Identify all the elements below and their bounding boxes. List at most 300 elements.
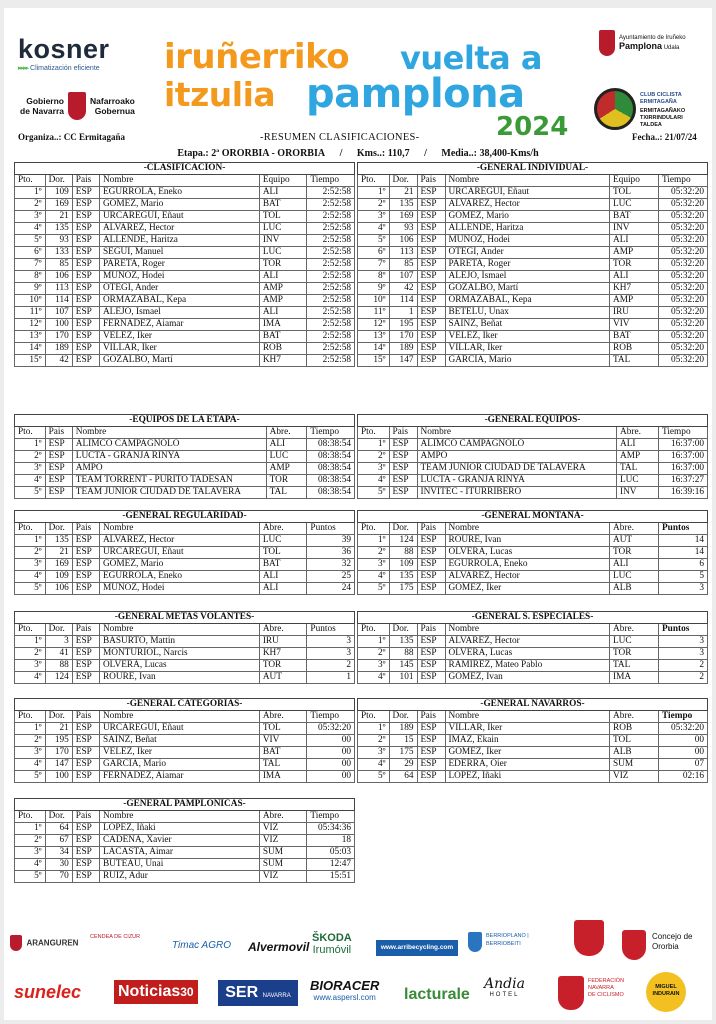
cell: 05:34:36	[307, 823, 355, 835]
section-title: -GENERAL CATEGORIAS-	[15, 699, 355, 711]
table-row	[358, 319, 708, 331]
cell: MUÑOZ, Hodei	[445, 235, 610, 247]
column-header: Nombre	[99, 175, 259, 187]
ayto-udala: Udala	[663, 45, 680, 51]
cell: 05:32:20	[659, 283, 708, 295]
cell: ESP	[417, 672, 445, 684]
results-sheet	[4, 8, 712, 1020]
table-row	[358, 247, 708, 259]
cell: 00	[307, 735, 355, 747]
cell: 4º	[15, 571, 46, 583]
table-row	[358, 487, 708, 499]
cell: ESP	[72, 559, 99, 571]
cell: LOPEZ, Iñaki	[445, 771, 610, 783]
section-title: -GENERAL MONTAÑA-	[358, 511, 708, 523]
column-header: Nombre	[99, 711, 259, 723]
table-row	[15, 859, 355, 871]
section-title: -EQUIPOS DE LA ETAPA-	[15, 415, 355, 427]
column-header: Tiempo	[307, 711, 355, 723]
cell: TAL	[259, 759, 307, 771]
general-individual-grid	[357, 162, 708, 367]
kosner-brand: kosner	[18, 34, 110, 64]
cell: 2:52:58	[307, 355, 355, 367]
cell: 124	[389, 535, 417, 547]
column-header: Pais	[72, 711, 99, 723]
general-equipos-grid	[357, 414, 708, 499]
cell: 1º	[358, 636, 390, 648]
navarra-shield-icon	[68, 92, 86, 120]
table-row	[15, 247, 355, 259]
title-pamplona: pamplona	[306, 71, 525, 117]
cell: 30	[45, 859, 72, 871]
table-row	[15, 759, 355, 771]
cell: TOL	[259, 723, 307, 735]
cell: 8º	[358, 271, 390, 283]
cell: ESP	[389, 439, 417, 451]
cell: AMP	[259, 283, 307, 295]
cell: ALI	[610, 235, 659, 247]
title-itzulia: itzulia	[164, 75, 276, 114]
table-row	[358, 583, 708, 595]
column-header: Abre.	[259, 811, 307, 823]
cell: ESP	[72, 187, 99, 199]
ororbia-logo: Concejo de Ororbia	[652, 932, 693, 951]
cell: 02:16	[659, 771, 708, 783]
cell: SUM	[259, 847, 307, 859]
cell: 5º	[15, 583, 46, 595]
section-title: -CLASIFICACION-	[15, 163, 355, 175]
cell: 25	[307, 571, 355, 583]
cell: ORMAZABAL, Kepa	[445, 295, 610, 307]
table-row	[15, 475, 355, 487]
cell: 3º	[358, 660, 390, 672]
cell: 1º	[15, 439, 46, 451]
cell: 5º	[358, 235, 390, 247]
cell: BAT	[259, 559, 307, 571]
cell: ESP	[417, 648, 445, 660]
column-header: Pto.	[358, 624, 390, 636]
navarros-grid	[357, 698, 708, 783]
cell: 100	[45, 771, 72, 783]
stage-kms: Kms..: 110,7	[356, 148, 410, 159]
cell: INV	[617, 487, 659, 499]
ororbia-shield-icon	[622, 930, 646, 960]
cell: ALEJO, Ismael	[99, 307, 259, 319]
cell: 12:47	[307, 859, 355, 871]
cell: AMP	[610, 295, 659, 307]
cell: 24	[307, 583, 355, 595]
cell: 2:52:58	[307, 343, 355, 355]
cell: ESP	[72, 223, 99, 235]
cell: 4º	[358, 475, 390, 487]
aranguren-shield-icon	[10, 935, 22, 951]
table-row	[15, 823, 355, 835]
cell: 101	[389, 672, 417, 684]
table-row	[358, 735, 708, 747]
cell: 2º	[15, 547, 46, 559]
column-header: Equipo	[610, 175, 659, 187]
section-title: -GENERAL INDIVIDUAL-	[358, 163, 708, 175]
cell: 147	[45, 759, 72, 771]
cell: GOZALBO, Martí	[445, 283, 610, 295]
cell: 113	[389, 247, 417, 259]
cell: 34	[45, 847, 72, 859]
table-row	[358, 235, 708, 247]
table-row	[358, 660, 708, 672]
cell: TOL	[259, 547, 307, 559]
cell: ESP	[72, 355, 99, 367]
cell: 00	[307, 771, 355, 783]
cell: 109	[389, 559, 417, 571]
cell: 2º	[15, 735, 46, 747]
cell: ESP	[72, 211, 99, 223]
cell: TOR	[259, 259, 307, 271]
cell: ALB	[610, 747, 659, 759]
cell: LUCTA - GRANJA RINYA	[72, 451, 266, 463]
cell: TEAM TORRENT - PURITO TADESAN	[72, 475, 266, 487]
cell: 05:32:20	[659, 187, 708, 199]
section-title: -GENERAL NAVARROS-	[358, 699, 708, 711]
cell: ORMAZABAL, Kepa	[99, 295, 259, 307]
pamplona-shield-icon	[599, 30, 615, 56]
column-header: Dor.	[45, 175, 72, 187]
cell: ALB	[610, 583, 659, 595]
table-row	[358, 271, 708, 283]
cell: 15:51	[307, 871, 355, 883]
cell: ESP	[417, 331, 445, 343]
cell: ESP	[417, 571, 445, 583]
cell: 00	[659, 747, 708, 759]
cell: LUC	[610, 636, 659, 648]
cell: 6º	[15, 247, 46, 259]
navarros-table	[357, 698, 708, 783]
cell: 85	[45, 259, 72, 271]
cell: AMP	[259, 295, 307, 307]
kosner-arrows: ▸▸▸▸	[18, 65, 29, 72]
cell: ESP	[72, 747, 99, 759]
cell: TOL	[610, 187, 659, 199]
cell: ESP	[417, 547, 445, 559]
cell: ESP	[72, 307, 99, 319]
sponsor-logos	[4, 916, 712, 1020]
cell: 1º	[15, 636, 46, 648]
cell: 15	[389, 735, 417, 747]
cell: ESP	[72, 859, 99, 871]
cell: IMAZ, Ekain	[445, 735, 610, 747]
table-row	[358, 451, 708, 463]
cell: INV	[610, 223, 659, 235]
cell: 21	[389, 187, 417, 199]
cell: 16:37:27	[659, 475, 708, 487]
cell: 3º	[15, 559, 46, 571]
column-header: Pto.	[358, 711, 390, 723]
cell: ESP	[417, 583, 445, 595]
cell: ESP	[72, 660, 99, 672]
cell: 170	[45, 747, 72, 759]
column-header: Tiempo	[659, 175, 708, 187]
cell: GOMEZ, Iker	[445, 747, 610, 759]
equipos-etapa-table	[14, 414, 355, 499]
cell: 16:37:00	[659, 439, 708, 451]
table-row	[358, 187, 708, 199]
cell: EDERRA, Oier	[445, 759, 610, 771]
cell: BETELU, Unax	[445, 307, 610, 319]
timac-logo: Timac AGRO	[172, 940, 231, 951]
cell: ESP	[72, 823, 99, 835]
table-row	[15, 559, 355, 571]
cell: ESP	[417, 307, 445, 319]
cell: ESP	[417, 636, 445, 648]
cell: 2:52:58	[307, 223, 355, 235]
cell: EGURROLA, Eneko	[99, 187, 259, 199]
cell: CADENA, Xavier	[99, 835, 259, 847]
cell: 5º	[15, 235, 46, 247]
cell: URCAREGUI, Eñaut	[99, 723, 259, 735]
andia-logo: Andia HOTEL	[484, 976, 525, 998]
cell: 2:52:58	[307, 187, 355, 199]
cell: 189	[45, 343, 72, 355]
column-header: Puntos	[307, 523, 355, 535]
cell: VILLAR, Iker	[99, 343, 259, 355]
cell: 05:32:20	[659, 211, 708, 223]
cell: OTEGI, Ander	[99, 283, 259, 295]
cell: LUC	[617, 475, 659, 487]
cell: 114	[389, 295, 417, 307]
table-row	[15, 187, 355, 199]
table-row	[15, 223, 355, 235]
cell: 8º	[15, 271, 46, 283]
cell: ESP	[417, 247, 445, 259]
column-header: Nombre	[445, 523, 610, 535]
cell: RAMIREZ, Mateo Pablo	[445, 660, 610, 672]
cell: 169	[389, 211, 417, 223]
cell: LUC	[259, 223, 307, 235]
categorias-grid	[14, 698, 355, 783]
cell: ALEJO, Ismael	[445, 271, 610, 283]
cell: 05:32:20	[659, 235, 708, 247]
cell: 3º	[15, 747, 46, 759]
cell: VILLAR, Iker	[445, 343, 610, 355]
cell: 14	[659, 535, 708, 547]
cell: 2º	[15, 648, 46, 660]
cell: ROURE, Ivan	[445, 535, 610, 547]
column-header: Nombre	[417, 427, 617, 439]
federacion-logo: FEDERACIÓN NAVARRA DE CICLISMO	[588, 978, 625, 998]
cell: 189	[389, 723, 417, 735]
cell: 1º	[358, 187, 390, 199]
cell: 100	[45, 319, 72, 331]
club-name: CLUB CICLISTA ERMITAGAÑA	[640, 92, 682, 105]
cell: 2:52:58	[307, 295, 355, 307]
column-header: Abre.	[610, 711, 659, 723]
cell: ROB	[610, 723, 659, 735]
cell: 2º	[358, 735, 390, 747]
cell: 05:32:20	[659, 723, 708, 735]
club-ermitagana-logo	[594, 88, 712, 134]
cell: ESP	[389, 487, 417, 499]
cell: TOL	[259, 211, 307, 223]
cell: BAT	[259, 331, 307, 343]
cell: ALVAREZ, Hector	[445, 636, 610, 648]
table-row	[15, 660, 355, 672]
cell: 107	[45, 307, 72, 319]
cell: 05:03	[307, 847, 355, 859]
cell: 3º	[358, 211, 390, 223]
column-header: Abre.	[610, 624, 659, 636]
cell: VELEZ, Iker	[445, 331, 610, 343]
column-header: Nombre	[445, 175, 610, 187]
gobernua-text: Nafarroako Gobernua	[90, 96, 135, 116]
cell: 5º	[15, 771, 46, 783]
column-header: Abre.	[266, 427, 307, 439]
cell: ESP	[72, 847, 99, 859]
cell: 16:37:00	[659, 463, 708, 475]
cell: 3º	[15, 211, 46, 223]
cell: 109	[45, 187, 72, 199]
cell: 64	[45, 823, 72, 835]
cell: TOR	[610, 648, 659, 660]
gobierno-navarra-logo	[12, 96, 152, 126]
cell: 9º	[358, 283, 390, 295]
table-row	[358, 223, 708, 235]
cell: VIZ	[259, 871, 307, 883]
cell: 169	[45, 559, 72, 571]
cell: URCAREGUI, Eñaut	[99, 211, 259, 223]
column-header: Puntos	[659, 624, 708, 636]
clasificacion-grid	[14, 162, 355, 367]
cell: GOZALBO, Martí	[99, 355, 259, 367]
cell: 05:32:20	[659, 259, 708, 271]
cell: 08:38:54	[307, 487, 355, 499]
cell: OLVERA, Lucas	[445, 547, 610, 559]
cell: 2:52:58	[307, 319, 355, 331]
column-header: Pto.	[15, 711, 46, 723]
indurain-logo: MIGUEL INDURAIN	[646, 972, 686, 1012]
cell: ESP	[417, 283, 445, 295]
cell: 16:37:00	[659, 451, 708, 463]
column-header: Pais	[417, 711, 445, 723]
cell: 2º	[358, 547, 390, 559]
montana-table	[357, 510, 708, 595]
cell: 3	[659, 648, 708, 660]
cell: 135	[389, 199, 417, 211]
table-row	[358, 559, 708, 571]
cell: GOMEZ, Iker	[445, 583, 610, 595]
cell: KH7	[259, 648, 307, 660]
title-vuelta: vuelta a	[400, 39, 542, 77]
cell: 21	[45, 211, 72, 223]
cell: 113	[45, 283, 72, 295]
cell: ESP	[417, 759, 445, 771]
cell: RUIZ, Adur	[99, 871, 259, 883]
cell: 107	[389, 271, 417, 283]
cell: ESP	[417, 735, 445, 747]
cell: ESP	[417, 295, 445, 307]
cell: 93	[45, 235, 72, 247]
cell: VIV	[259, 735, 307, 747]
club-name-basque: ERMITAGAÑAKO TXIRRINDULARI TALDEA	[640, 108, 686, 128]
cell: 5º	[358, 583, 390, 595]
federacion-shield-icon	[558, 976, 584, 1010]
cell: ESP	[72, 259, 99, 271]
noticias-logo: Noticias30	[114, 980, 198, 1004]
cell: 12º	[15, 319, 46, 331]
cell: 6	[659, 559, 708, 571]
table-row	[358, 535, 708, 547]
ayto-basque: Iruñeko	[665, 35, 686, 41]
cell: ESP	[45, 475, 72, 487]
cell: 5	[659, 571, 708, 583]
cell: AUT	[610, 535, 659, 547]
cell: TOL	[610, 735, 659, 747]
cell: 2:52:58	[307, 271, 355, 283]
metas-volantes-table	[14, 611, 355, 684]
cell: ESP	[72, 535, 99, 547]
cell: ESP	[72, 283, 99, 295]
clasificacion-table	[14, 162, 355, 367]
berrioplano-logo: BERRIOPLANO | BERRIOBEITI	[468, 932, 560, 948]
cell: 42	[389, 283, 417, 295]
cell: LOPEZ, Iñaki	[99, 823, 259, 835]
column-header: Dor.	[45, 811, 72, 823]
table-row	[15, 319, 355, 331]
cell: 2º	[15, 451, 46, 463]
especiales-grid	[357, 611, 708, 684]
cell: 3º	[15, 463, 46, 475]
cell: 05:32:20	[659, 247, 708, 259]
pamplonicas-table	[14, 798, 355, 883]
column-header: Pto.	[15, 811, 46, 823]
cell: 14º	[358, 343, 390, 355]
cell: ESP	[417, 211, 445, 223]
cell: 169	[45, 199, 72, 211]
table-row	[15, 463, 355, 475]
table-row	[358, 295, 708, 307]
stage-info: Etapa.: 2ª ORORBIA - ORORBIA / Kms..: 110,7 / Media..: 38,400-Kms/h	[177, 148, 539, 159]
cell: ESP	[417, 771, 445, 783]
cell: 05:32:20	[659, 343, 708, 355]
cell: ESP	[72, 271, 99, 283]
cell: 85	[389, 259, 417, 271]
cell: FERNADEZ, Aiamar	[99, 771, 259, 783]
cell: ROB	[610, 343, 659, 355]
cell: 2:52:58	[307, 259, 355, 271]
cell: 00	[307, 747, 355, 759]
cell: 42	[45, 355, 72, 367]
cell: 11º	[358, 307, 390, 319]
cell: 2:52:58	[307, 199, 355, 211]
cell: INV	[259, 235, 307, 247]
column-header: Pais	[72, 624, 99, 636]
table-row	[358, 547, 708, 559]
ser-logo: SER NAVARRA	[218, 980, 298, 1006]
cell: VELEZ, Iker	[99, 747, 259, 759]
cell: BAT	[259, 199, 307, 211]
cell: 135	[389, 636, 417, 648]
cell: 106	[389, 235, 417, 247]
cell: IMA	[610, 672, 659, 684]
cell: 135	[45, 535, 72, 547]
table-row	[15, 547, 355, 559]
cell: 4º	[15, 475, 46, 487]
cell: MONTURIOL, Narcis	[99, 648, 259, 660]
column-header: Pto.	[15, 175, 46, 187]
cell: ALI	[266, 439, 307, 451]
cell: ALI	[610, 271, 659, 283]
cell: 11º	[15, 307, 46, 319]
cell: ESP	[417, 343, 445, 355]
stage-speed: Media..: 38,400-Kms/h	[441, 148, 539, 159]
